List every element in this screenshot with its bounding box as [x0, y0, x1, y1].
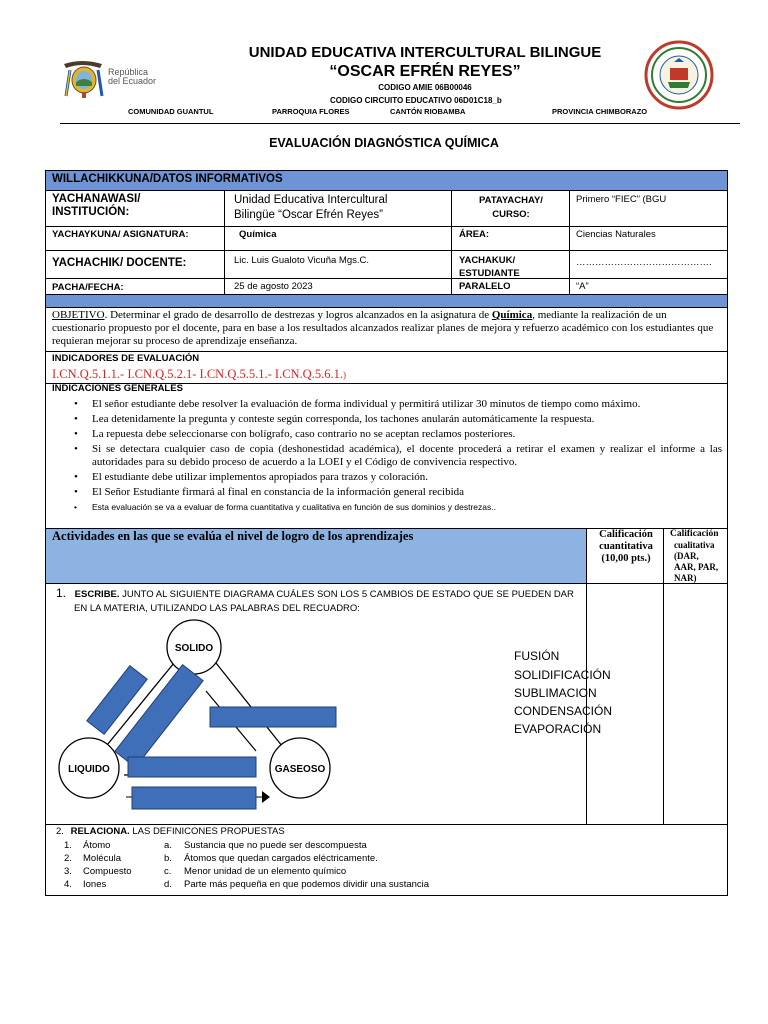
qual-label-5: NAR)	[674, 573, 697, 583]
word-evaporation: EVAPORACIÓN	[514, 722, 602, 736]
evaluation-form	[45, 170, 728, 896]
row-line	[46, 250, 727, 251]
subject-label: YACHAYKUNA/ ASIGNATURA:	[52, 229, 189, 240]
liquid-label: LIQUIDO	[68, 764, 110, 775]
community-label: COMUNIDAD GUANTUL	[128, 107, 214, 116]
answer-box-3[interactable]	[210, 707, 336, 727]
q1-verb: ESCRIBE.	[74, 589, 120, 600]
province-label: PROVINCIA CHIMBORAZO	[552, 107, 648, 116]
student-label	[459, 254, 520, 280]
objective-subject: Química	[491, 309, 533, 321]
quant-grade-header	[589, 529, 663, 565]
subject-value: Química	[239, 229, 277, 240]
general-item: • El estudiante debe utilizar implementos apropiados para trazos y coloración.	[66, 471, 722, 484]
solid-label: SOLIDO	[174, 643, 214, 654]
q1-number: 1.	[56, 586, 67, 600]
general-list	[66, 398, 722, 516]
student-label-2: ESTUDIANTE	[459, 268, 520, 279]
institution-label-2: INSTITUCIÓN:	[52, 206, 130, 218]
qual-label-4: AAR, PAR,	[674, 562, 719, 572]
quant-label-1: Calificación	[599, 529, 653, 540]
circuit-code: CODIGO CIRCUITO EDUCATIVO 06D01C18_b	[330, 96, 502, 105]
term-num: 2.	[64, 853, 72, 864]
qual-label-3: (DAR,	[674, 551, 699, 561]
def-text: Sustancia que no puede ser descompuesta	[184, 840, 367, 851]
amie-code: CODIGO AMIE 06B00046	[378, 83, 472, 92]
parallel-label: PARALELO	[459, 281, 511, 292]
student-label-1: YACHAKUK/	[459, 255, 516, 266]
quant-label-3: (10,00 pts.)	[601, 553, 651, 564]
qual-label-2: cualitativa	[674, 540, 715, 550]
def-letter: a.	[164, 840, 172, 851]
term-num: 1.	[64, 840, 72, 851]
word-condensation: CONDENSACIÓN	[514, 704, 613, 718]
general-item: • El señor estudiante debe resolver la evaluación de forma individual y permitirá utilizar 30 minutos de tiempo como máximo.	[66, 398, 722, 411]
row-line	[46, 583, 727, 584]
col-line	[451, 190, 452, 294]
answer-box-5[interactable]	[132, 787, 256, 809]
student-value[interactable]: …………………………………….	[576, 257, 712, 268]
spacer-row	[46, 295, 727, 307]
course-label-2: CURSO:	[492, 209, 530, 220]
date-value: 25 de agosto 2023	[234, 281, 313, 292]
row-line	[46, 824, 727, 825]
area-label: ÁREA:	[459, 229, 490, 240]
term-label: Átomo	[83, 840, 111, 851]
course-label	[456, 194, 566, 222]
activities-title: Actividades en las que se evalúa el nivel de logro de los aprendizajes	[52, 529, 414, 543]
parallel-value: “A”	[576, 281, 589, 292]
term-label: Molécula	[83, 853, 122, 864]
teacher-value: Lic. Luis Gualoto Vicuña Mgs.C.	[234, 255, 370, 266]
q2-verb: RELACIONA.	[70, 826, 130, 837]
row-line	[46, 226, 727, 227]
general-item: • Si se detectara cualquier caso de copia (deshonestidad académica), el docente procederá a retirar el examen y realizar el informe a las autoridades para su debido proceso de acuerdo a la LOEI y el Código de convivencia respectivo.	[66, 443, 722, 468]
def-text: Parte más pequeña en que podemos dividir una sustancia	[184, 879, 430, 890]
republic-line2: del Ecuador	[108, 76, 157, 86]
general-item: • Lea detenidamente la pregunta y conteste según corresponda, los tachones anularán automáticamente la respuesta.	[66, 413, 722, 426]
col-line	[663, 528, 664, 824]
word-sublimation: SUBLIMACION	[514, 686, 597, 700]
general-title: INDICACIONES GENERALES	[52, 383, 183, 394]
states-of-matter-diagram	[46, 611, 466, 816]
indicators-codes	[52, 367, 346, 382]
institution-value	[234, 193, 387, 223]
date-label: PACHA/FECHA:	[52, 282, 124, 293]
term-label: Compuesto	[83, 866, 132, 877]
parish-label: PARROQUIA FLORES	[272, 107, 350, 116]
qual-grade-header	[668, 529, 728, 584]
course-label-1: PATAYACHAY/	[479, 195, 543, 206]
header-divider	[60, 123, 740, 124]
institution-label	[52, 193, 140, 219]
q1-text-b: EN LA MATERIA, UTILIZANDO LAS PALABRAS DEL RECUADRO:	[74, 603, 360, 614]
objective-text-a: . Determinar el grado de desarrollo de destrezas y logros alcanzados en la asignatura de	[104, 309, 492, 321]
info-section-title: WILLACHIKKUNA/DATOS INFORMATIVOS	[52, 173, 283, 185]
teacher-label-wrap	[52, 257, 186, 269]
institution-label-1: YACHANAWASI/	[52, 193, 141, 205]
quant-label-2: cuantitativa	[599, 541, 653, 552]
objective-text-b: , mediante la realización de un cuestionario propuesto por el docente, para en base a los resultados alcanzados realizar planes de mejora y refuerzo académico con los estudiantes que requieran mejorar su proceso de aprendizaje enseñanza.	[52, 309, 714, 347]
def-letter: c.	[164, 866, 172, 877]
republic-caption	[108, 68, 156, 86]
col-line	[224, 190, 225, 294]
indicators-close: )	[342, 370, 346, 380]
answer-box-4[interactable]	[128, 757, 256, 777]
row-line	[46, 351, 727, 352]
row-line	[46, 190, 727, 191]
objective-label: OBJETIVO	[52, 309, 105, 321]
area-value: Ciencias Naturales	[576, 229, 656, 240]
teacher-label: YACHACHIK/ DOCENTE:	[52, 257, 187, 269]
institution-value-1: Unidad Educativa Intercultural	[234, 194, 388, 206]
term-num: 4.	[64, 879, 72, 890]
q1-text-a: JUNTO AL SIGUIENTE DIAGRAMA CUÁLES SON LOS 5 CAMBIOS DE ESTADO QUE SE PUEDEN DAR	[119, 589, 574, 600]
institution-title: UNIDAD EDUCATIVA INTERCULTURAL BILINGUE	[248, 44, 602, 61]
institution-name: “OSCAR EFRÉN REYES”	[329, 63, 521, 80]
general-item: • El Señor Estudiante firmará al final en constancia de la información general recibida	[66, 486, 722, 499]
canton-label: CANTÓN RIOBAMBA	[390, 107, 466, 116]
q2-text: LAS DEFINICONES PROPUESTAS	[129, 826, 285, 837]
term-num: 3.	[64, 866, 72, 877]
q2-prompt	[56, 826, 285, 837]
indicators-codes-text: I.CN.Q.5.1.1.- I.CN.Q.5.2.1- I.CN.Q.5.5.1.- I.CN.Q.5.6.1.	[52, 367, 343, 381]
def-letter: d.	[164, 879, 172, 890]
course-value: Primero “FIEC” (BGU	[576, 194, 667, 205]
general-item: • La repuesta debe seleccionarse con bolígrafo, caso contrario no se aceptan reclamos posteriores.	[66, 428, 722, 441]
word-fusion: FUSIÓN	[514, 649, 560, 663]
word-solidification: SOLIDIFICACIÓN	[514, 668, 611, 682]
general-item: • Esta evaluación se va a evaluar de forma cuantitativa y cualitativa en función de sus dominios y destrezas..	[66, 501, 722, 514]
term-label: Iones	[83, 879, 107, 890]
col-line	[569, 190, 570, 294]
def-text: Átomos que quedan cargados eléctricamente.	[184, 853, 378, 864]
evaluation-title: EVALUACIÓN DIAGNÓSTICA QUÍMICA	[269, 136, 499, 150]
q2-number: 2.	[56, 826, 64, 837]
qual-label-1: Calificación	[670, 529, 719, 539]
def-letter: b.	[164, 853, 172, 864]
institution-value-2: Bilingüe “Oscar Efrén Reyes”	[234, 209, 383, 221]
def-text: Menor unidad de un elemento químico	[184, 866, 347, 877]
gas-label: GASEOSO	[274, 764, 326, 775]
indicators-title: INDICADORES DE EVALUACIÓN	[52, 353, 200, 364]
row-line	[46, 307, 727, 308]
republic-line1: República	[108, 67, 149, 77]
objective-text	[52, 309, 720, 348]
row-line	[46, 278, 727, 279]
school-seal-icon	[644, 40, 714, 110]
